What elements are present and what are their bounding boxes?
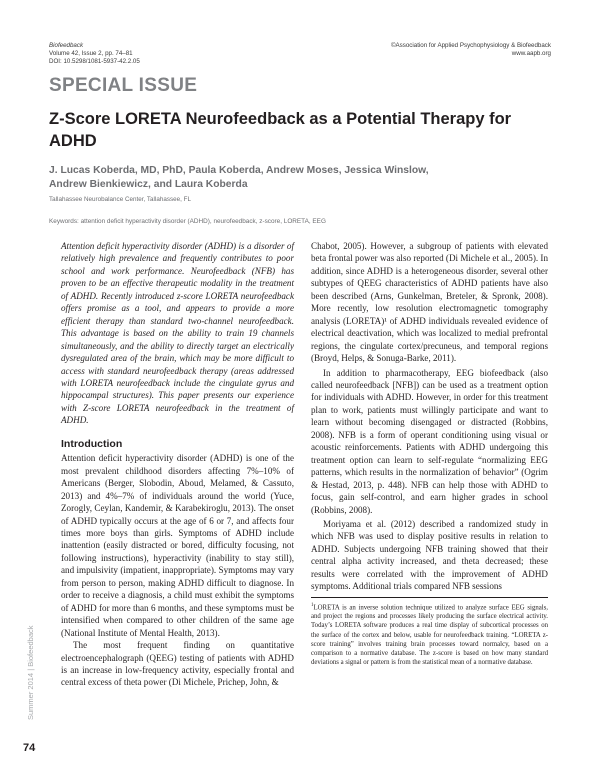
body-paragraph-3: Moriyama et al. (2012) described a randomized study in which NFB was used to display positive results in relation to ADHD. Subjects undergoing NFB training showed that their central alpha activity increased, and theta decreased; these results were correlated with the improvement of ADHD symptoms. Additional trials compared NFB sessions	[311, 518, 548, 592]
footnote	[311, 597, 548, 667]
website-link[interactable]: www.aapb.org	[511, 50, 551, 57]
intro-paragraph-2: The most frequent finding on quantitative electroencephalograph (QEEG) testing of patients with ADHD is an increase in low-frequency activity, especially frontal and central excess of theta power (Di Michele, Prichep, John, &	[61, 640, 294, 688]
footnote-marker: 1	[311, 603, 314, 608]
doi-line: DOI: 10.5298/1081-5937-42.2.05	[49, 58, 140, 65]
introduction-heading: Introduction	[61, 437, 123, 450]
affiliation: Tallahassee Neurobalance Center, Tallahassee, FL	[49, 196, 192, 203]
special-issue-label: SPECIAL ISSUE	[49, 75, 198, 96]
body-paragraph-2: In addition to pharmacotherapy, EEG biofeedback (also called neurofeedback [NFB]) can be used as a treatment option for individuals with ADHD. However, in order for this treatment plan to work, patients must willingly participate and want to learn without becoming disengaged or distracted (Robbins, 2008). NFB is a form of operant conditioning using visual or acoustic reinforcements. Patients with ADHD undergoing this treatment option can learn to self-regulate “normalizing EEG patterns, which results in the normalization of behavior” (Ogrim & Hestad, 2013, p. 448). NFB can help those with ADHD to focus, gain self-control, and earn higher grades in school (Robbins, 2008).	[311, 367, 548, 515]
body-paragraph-1: Chabot, 2005). However, a subgroup of patients with elevated beta frontal power was also reported (Di Michele et al., 2005). In addition, since ADHD is a heterogeneous disorder, several other subtypes of QEEG characteristics of ADHD patients have also been described (Arns, Gunkelman, Breteler, & Spronk, 2008). More recently, low resolution electromagnetic tomography analysis (LORETA)¹ of ADHD individuals revealed evidence of electrical deactivation, which was localized to medial prefrontal regions, the cingulate cortex/precuneus, and temporal regions (Broyd, Helps, & Sonuga-Barke, 2011).	[311, 241, 548, 364]
publisher-info	[291, 42, 551, 58]
authors-line-1: J. Lucas Koberda, MD, PhD, Paula Koberda, Andrew Moses, Jessica Winslow,	[49, 165, 429, 176]
right-column	[311, 240, 548, 593]
copyright-line: ©Association for Applied Psychophysiology & Biofeedback	[390, 42, 551, 49]
abstract	[61, 240, 294, 427]
left-column	[61, 240, 294, 689]
author-list	[49, 164, 549, 191]
intro-paragraph-1: Attention deficit hyperactivity disorder (ADHD) is one of the most prevalent childhood disorders affecting 7%–10% of Americans (Berger, Slobodin, Aboud, Melamed, & Cassuto, 2013) and 4%–7% of individuals around the world (Yuce, Zorogly, Ceylan, Kandemir, & Karabekiroglu, 2013). The onset of ADHD typically occurs at the age of 6 or 7, and affects four times more boys than girls. Symptoms of ADHD include inattention (easily distracted or bored, difficulty focusing, not following instructions), hyperactivity (inability to stay still), and impulsivity (impatient, inappropriate). Symptoms may vary from person to person, making ADHD difficult to diagnose. In order to receive a diagnosis, a child must exhibit the symptoms of ADHD for more than 6 months, and these symptoms must be intensified when compared to other children of the same age (National Institute of Mental Health, 2013).	[61, 453, 294, 638]
footnote-text: LORETA is an inverse solution technique utilized to analyze surface EEG signals, and project the regions and processes likely producing the surface electrical activity. Today’s LORETA software produces a real time display of subcortical processes on the surface of the cortex and below, usable for neurofeedback training. “LORETA z-score training” involves training brain processes toward normalcy, based on a comparison to a normative database. The z-score is based on how many standard deviations a signal or pattern is from the statistical mean of a normative database.	[311, 604, 548, 666]
authors-line-2: Andrew Bienkiewicz, and Laura Koberda	[49, 178, 248, 190]
journal-name: Biofeedback	[49, 42, 84, 49]
volume-line: Volume 42, Issue 2, pp. 74–81	[49, 50, 133, 57]
page-number: 74	[23, 742, 36, 754]
keywords: Keywords: attention deficit hyperactivity disorder (ADHD), neurofeedback, z-score, LORETA, EEG	[49, 218, 326, 225]
abstract-text: Attention deficit hyperactivity disorder (ADHD) is a disorder of relatively high prevalence and frequently contributes to poor school and work performance. Neurofeedback (NFB) has proven to be an effective therapeutic modality in the treatment of ADHD. Recently introduced z-score LORETA neurofeedback offers promise as a tool, and appears to provide a more efficient therapy than standard two-channel neurofeedback. This advantage is based on the ability to train 19 channels simultaneously, and the ability to directly target an electrically dysregulated area of the brain, which may be more difficult to access with standard neurofeedback therapy (areas addressed with LORETA neurofeedback include the cingulate gyrus and hippocampal structures). This paper presents our experience with Z-score LORETA neurofeedback in the treatment of ADHD.	[61, 241, 294, 426]
sidebar-running-head: Summer 2014 | Biofeedback	[26, 625, 35, 720]
article-title: Z-Score LORETA Neurofeedback as a Potential Therapy for ADHD	[49, 110, 512, 150]
